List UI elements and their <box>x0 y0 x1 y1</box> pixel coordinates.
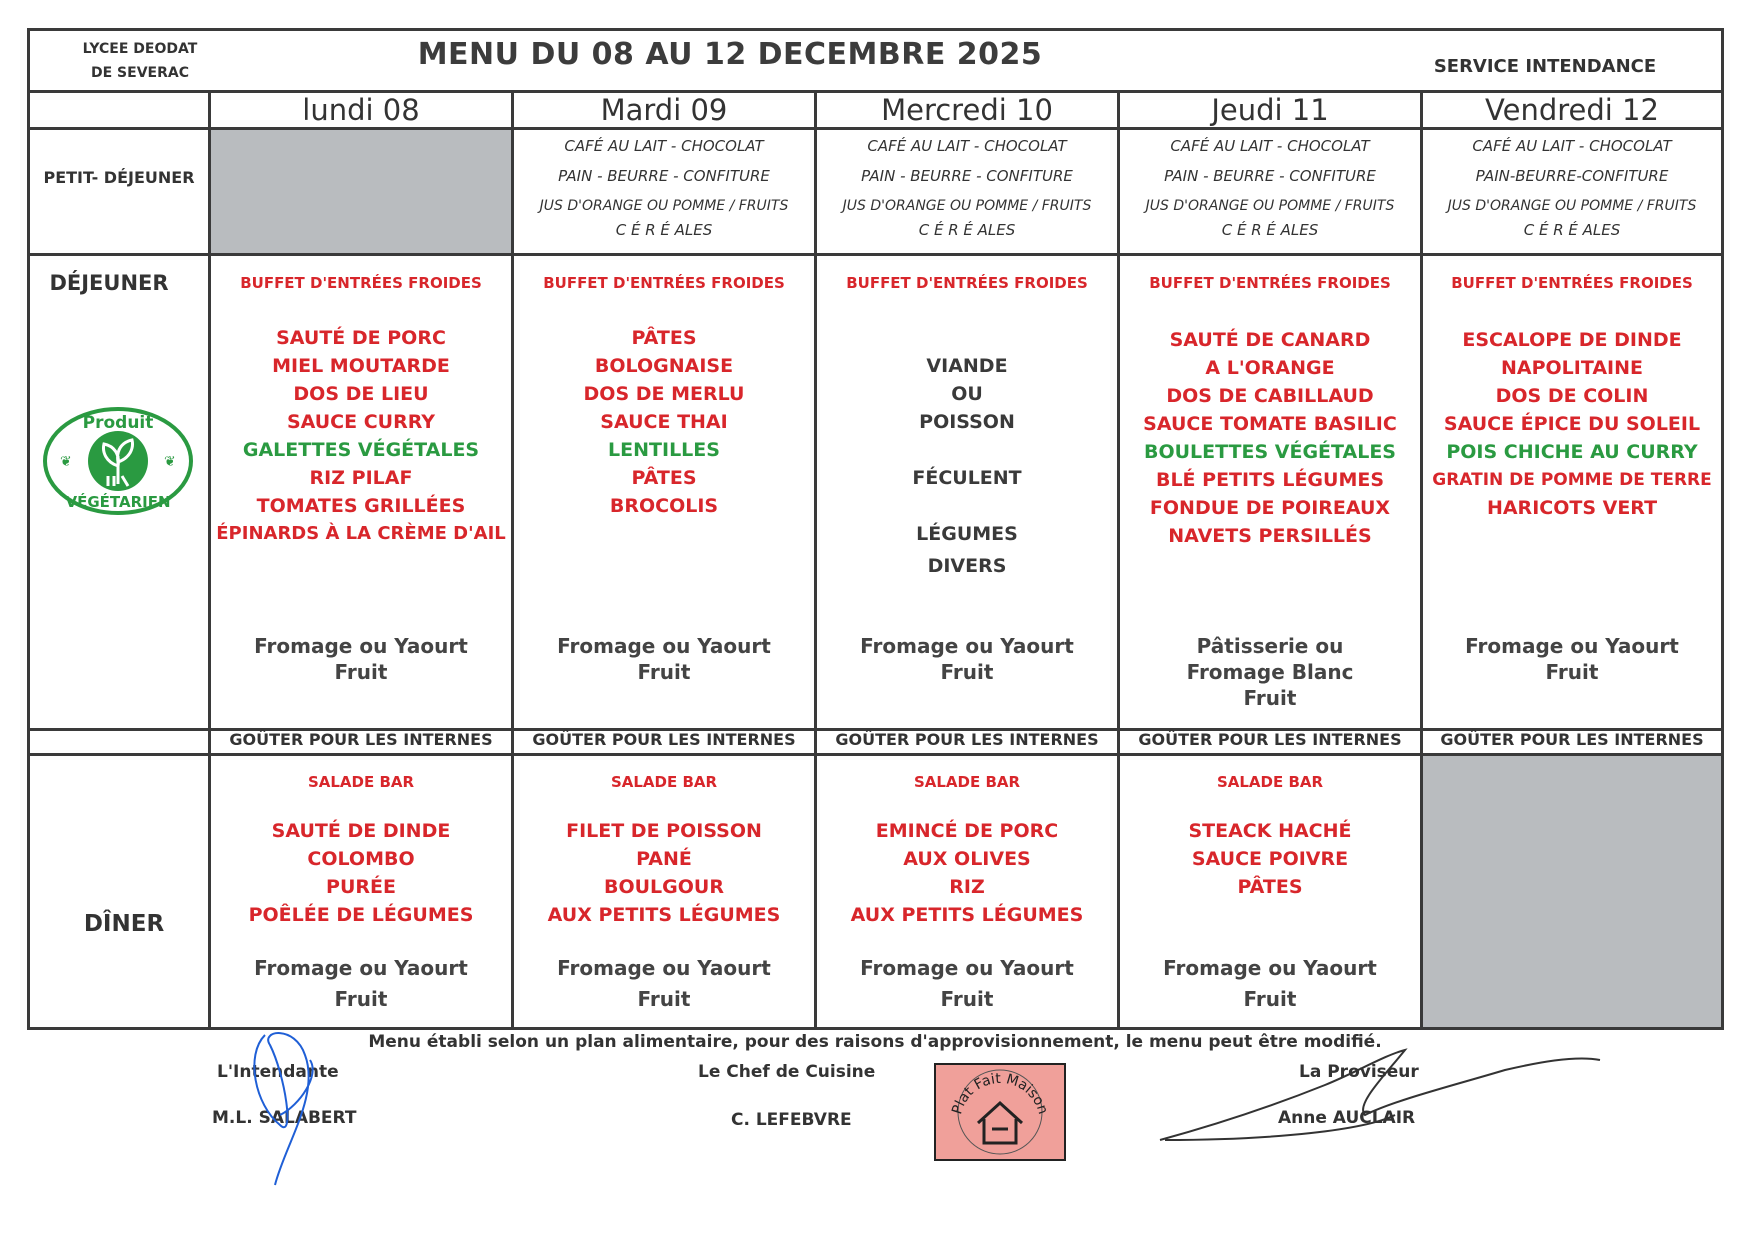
dish: AUX PETITS LÉGUMES <box>547 904 781 926</box>
dessert-item: Fromage ou Yaourt <box>557 956 771 980</box>
dish: BLÉ PETITS LÉGUMES <box>1155 469 1385 491</box>
day-header-tuesday: Mardi 09 <box>600 93 728 127</box>
breakfast-item: JUS D'ORANGE OU POMME / FRUITS <box>842 198 1092 214</box>
dish: AUX OLIVES <box>903 848 1031 870</box>
dish: BOULGOUR <box>604 876 724 898</box>
dish: SAUCE TOMATE BASILIC <box>1143 413 1397 435</box>
dinner-dessert-tuesday <box>514 953 814 1015</box>
dessert-item: Fromage ou Yaourt <box>1163 956 1377 980</box>
dinner-cell-monday <box>211 773 511 929</box>
dessert-item: Fruit <box>334 660 388 684</box>
breakfast-item: CAFÉ AU LAIT - CHOCOLAT <box>867 137 1067 155</box>
breakfast-item: C É R É ALES <box>918 221 1016 239</box>
leaf-ornament-icon: ❦ <box>164 454 176 470</box>
school-line-1: LYCEE DEODAT <box>82 41 198 57</box>
buffet-label: BUFFET D'ENTRÉES FROIDES <box>1451 274 1693 292</box>
intendante-signature <box>225 1015 345 1195</box>
dish: SAUTÉ DE PORC <box>276 327 446 349</box>
salade-bar-label: SALADE BAR <box>1216 773 1324 791</box>
buffet-label: BUFFET D'ENTRÉES FROIDES <box>1149 274 1391 292</box>
school-line-2: DE SEVERAC <box>91 65 189 81</box>
breakfast-cell-friday <box>1423 131 1721 251</box>
dinner-cell-thursday <box>1120 773 1420 901</box>
dessert-item: Fruit <box>940 987 994 1011</box>
dessert-item: Fruit <box>940 660 994 684</box>
lunch-dessert-wednesday <box>817 633 1117 685</box>
dish: NAPOLITAINE <box>1501 357 1643 379</box>
breakfast-item: C É R É ALES <box>615 221 713 239</box>
breakfast-item: CAFÉ AU LAIT - CHOCOLAT <box>1170 137 1370 155</box>
fait-maison-stamp <box>934 1063 1066 1161</box>
dish: POISSON <box>919 411 1015 433</box>
breakfast-cell-monday-empty <box>211 130 511 253</box>
school-name <box>60 37 220 85</box>
proviseur-title: La Proviseur <box>1299 1062 1419 1082</box>
vegetarian-badge-icon <box>42 406 194 516</box>
dish: BOLOGNAISE <box>594 355 734 377</box>
dinner-cell-tuesday <box>514 773 814 929</box>
day-header-monday: lundi 08 <box>302 93 420 127</box>
dish: OU <box>951 383 983 405</box>
dish-vegetarian: GALETTES VÉGÉTALES <box>242 439 480 461</box>
breakfast-item: CAFÉ AU LAIT - CHOCOLAT <box>1472 137 1672 155</box>
row-label-lunch: DÉJEUNER <box>49 271 169 295</box>
gouter-label-friday: GOÛTER POUR LES INTERNES <box>1440 730 1704 749</box>
dish: PÂTES <box>1237 876 1303 898</box>
dish: PURÉE <box>326 876 396 898</box>
dish: LÉGUMES <box>916 523 1018 545</box>
lunch-cell-monday <box>211 274 511 548</box>
dish: AUX PETITS LÉGUMES <box>850 904 1084 926</box>
dish: GRATIN DE POMME DE TERRE <box>1432 470 1712 490</box>
dish: POÊLÉE DE LÉGUMES <box>248 904 474 926</box>
dish: HARICOTS VERT <box>1486 497 1658 519</box>
dish: NAVETS PERSILLÉS <box>1168 525 1372 547</box>
breakfast-cell-tuesday <box>514 131 814 251</box>
salade-bar-label: SALADE BAR <box>610 773 718 791</box>
dessert-item: Fruit <box>637 987 691 1011</box>
breakfast-item: PAIN - BEURRE - CONFITURE <box>861 167 1073 185</box>
gouter-label-tuesday: GOÛTER POUR LES INTERNES <box>532 730 796 749</box>
dish: DOS DE MERLU <box>583 383 745 405</box>
dessert-item: Fruit <box>1243 987 1297 1011</box>
dessert-item: Fruit <box>637 660 691 684</box>
chef-title: Le Chef de Cuisine <box>698 1062 876 1082</box>
dessert-item: Fromage ou Yaourt <box>860 956 1074 980</box>
proviseur-signature <box>1155 1045 1605 1155</box>
dessert-item: Fromage ou Yaourt <box>1465 634 1679 658</box>
dish: BROCOLIS <box>609 495 719 517</box>
dish: TOMATES GRILLÉES <box>256 495 466 517</box>
dish: PANÉ <box>636 848 692 870</box>
dinner-cell-friday-empty <box>1423 756 1721 1027</box>
breakfast-cell-thursday <box>1120 131 1420 251</box>
breakfast-cell-wednesday <box>817 131 1117 251</box>
dish: SAUCE POIVRE <box>1191 848 1349 870</box>
dish: FONDUE DE POIREAUX <box>1149 497 1391 519</box>
dinner-dessert-monday <box>211 953 511 1015</box>
dish: SAUCE THAI <box>600 411 728 433</box>
dish: FILET DE POISSON <box>566 820 762 842</box>
dessert-item: Fromage ou Yaourt <box>254 956 468 980</box>
dish: A L'ORANGE <box>1205 357 1335 379</box>
dessert-item: Fruit <box>1243 686 1297 710</box>
lunch-cell-wednesday <box>817 274 1117 580</box>
chef-name: C. LEFEBVRE <box>731 1110 852 1130</box>
dinner-dessert-thursday <box>1120 953 1420 1015</box>
dessert-item: Fromage ou Yaourt <box>557 634 771 658</box>
row-label-dinner: DÎNER <box>83 911 165 937</box>
dinner-cell-wednesday <box>817 773 1117 929</box>
dish: VIANDE <box>926 355 1008 377</box>
page-title: MENU DU 08 AU 12 DECEMBRE 2025 <box>417 37 1043 72</box>
menu-notice: Menu établi selon un plan alimentaire, pour des raisons d'approvisionnement, le menu peut être modifié. <box>368 1032 1382 1052</box>
day-header-thursday: Jeudi 11 <box>1211 93 1329 127</box>
gouter-label-wednesday: GOÛTER POUR LES INTERNES <box>835 730 1099 749</box>
gouter-label-thursday: GOÛTER POUR LES INTERNES <box>1138 730 1402 749</box>
lunch-dessert-tuesday <box>514 633 814 685</box>
day-header-wednesday: Mercredi 10 <box>881 93 1053 127</box>
breakfast-item: PAIN-BEURRE-CONFITURE <box>1475 167 1669 185</box>
dish: COLOMBO <box>307 848 415 870</box>
buffet-label: BUFFET D'ENTRÉES FROIDES <box>846 274 1088 292</box>
lunch-dessert-thursday <box>1120 633 1420 711</box>
lunch-dessert-monday <box>211 633 511 685</box>
breakfast-item: CAFÉ AU LAIT - CHOCOLAT <box>564 137 764 155</box>
dish: ESCALOPE DE DINDE <box>1462 329 1682 351</box>
stamp-text: Plat Fait Maison <box>949 1070 1051 1117</box>
dish: SAUTÉ DE CANARD <box>1169 329 1371 351</box>
lunch-dessert-friday <box>1423 633 1721 685</box>
dish: DIVERS <box>927 555 1007 577</box>
leaf-ornament-icon: ❦ <box>60 454 72 470</box>
dish-vegetarian: LENTILLES <box>608 439 720 461</box>
dish: SAUCE CURRY <box>286 411 436 433</box>
dish: RIZ <box>949 876 985 898</box>
dish-vegetarian: POIS CHICHE AU CURRY <box>1446 441 1698 463</box>
lunch-cell-tuesday <box>514 274 814 520</box>
dessert-item: Pâtisserie ou <box>1196 634 1344 658</box>
dessert-item: Fromage ou Yaourt <box>254 634 468 658</box>
dish: PÂTES <box>631 327 697 349</box>
breakfast-item: C É R É ALES <box>1523 221 1621 239</box>
menu-sheet <box>27 28 1724 1030</box>
intendante-title: L'Intendante <box>217 1062 339 1082</box>
dish: STEACK HACHÉ <box>1188 820 1352 842</box>
dish: DOS DE CABILLAUD <box>1166 385 1374 407</box>
lunch-cell-thursday <box>1120 274 1420 550</box>
salade-bar-label: SALADE BAR <box>307 773 415 791</box>
service-label: SERVICE INTENDANCE <box>1433 56 1657 77</box>
dessert-item: Fruit <box>334 987 388 1011</box>
dish: SAUTÉ DE DINDE <box>271 820 451 842</box>
vegetarian-badge-top: Produit <box>82 413 154 433</box>
dessert-item: Fromage Blanc <box>1186 660 1354 684</box>
divider <box>30 253 1721 256</box>
dish: PÂTES <box>631 467 697 489</box>
dessert-item: Fruit <box>1545 660 1599 684</box>
breakfast-item: C É R É ALES <box>1221 221 1319 239</box>
breakfast-item: PAIN - BEURRE - CONFITURE <box>558 167 770 185</box>
dish-vegetarian: BOULETTES VÉGÉTALES <box>1143 441 1396 463</box>
intendante-name: M.L. SALABERT <box>212 1108 357 1128</box>
dinner-dessert-wednesday <box>817 953 1117 1015</box>
dish: FÉCULENT <box>912 467 1022 489</box>
breakfast-item: JUS D'ORANGE OU POMME / FRUITS <box>1447 198 1697 214</box>
proviseur-name: Anne AUCLAIR <box>1278 1108 1416 1128</box>
dish: DOS DE COLIN <box>1495 385 1649 407</box>
breakfast-item: JUS D'ORANGE OU POMME / FRUITS <box>1145 198 1395 214</box>
dish: MIEL MOUTARDE <box>272 355 450 377</box>
dish: EMINCÉ DE PORC <box>875 820 1059 842</box>
salade-bar-label: SALADE BAR <box>913 773 1021 791</box>
dish: SAUCE ÉPICE DU SOLEIL <box>1443 413 1701 435</box>
buffet-label: BUFFET D'ENTRÉES FROIDES <box>240 274 482 292</box>
dessert-item: Fromage ou Yaourt <box>860 634 1074 658</box>
day-header-friday: Vendredi 12 <box>1485 93 1659 127</box>
breakfast-item: JUS D'ORANGE OU POMME / FRUITS <box>539 198 789 214</box>
row-label-breakfast: PETIT- DÉJEUNER <box>43 168 195 187</box>
gouter-label-monday: GOÛTER POUR LES INTERNES <box>229 730 493 749</box>
buffet-label: BUFFET D'ENTRÉES FROIDES <box>543 274 785 292</box>
dish: DOS DE LIEU <box>293 383 429 405</box>
dish: ÉPINARDS À LA CRÈME D'AIL <box>216 523 506 544</box>
breakfast-item: PAIN - BEURRE - CONFITURE <box>1164 167 1376 185</box>
dish: RIZ PILAF <box>309 467 413 489</box>
lunch-cell-friday <box>1423 274 1721 522</box>
vegetarian-badge-bottom: VÉGÉTARIEN <box>65 493 171 511</box>
